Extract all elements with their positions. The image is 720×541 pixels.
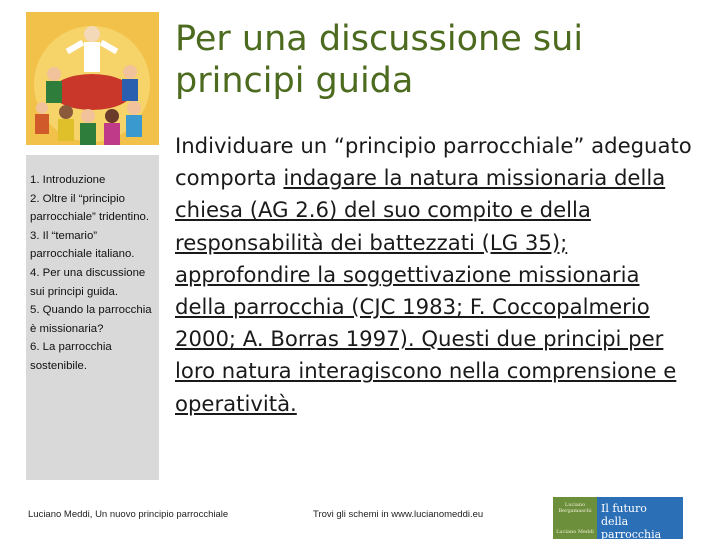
book-title-line2: della parrocchia — [601, 515, 662, 541]
agenda-item: 4. Per una discussione sui principi guida. — [30, 266, 146, 298]
slide-body — [175, 130, 695, 420]
book-title-line1: Il futuro — [601, 502, 647, 515]
book-cover-authors — [553, 497, 597, 539]
illustration-painting — [26, 12, 159, 145]
footer-author: Luciano Meddi, Un nuovo principio parrocchiale — [28, 509, 229, 520]
book-author-top: Luciano Bergamaschi — [558, 502, 592, 514]
agenda-item: 1. Introduzione — [30, 174, 106, 186]
agenda-item: 5. Quando la parrocchia è missionaria? — [30, 304, 152, 335]
agenda-item: 6. La parrocchia sostenibile. — [30, 341, 112, 372]
footer-website: Trovi gli schemi in www.lucianomeddi.eu — [313, 509, 484, 520]
agenda-item: 3. Il “temario” parrocchiale italiano. — [30, 229, 135, 261]
book-cover-thumbnail — [553, 497, 683, 539]
body-intro-text: Individuare un “principio parrocchiale” adeguato comporta — [175, 133, 692, 191]
book-cover-title — [597, 497, 683, 539]
agenda-item: 2. Oltre il “principio parrocchiale” tridentino. — [30, 192, 150, 224]
slide-title: Per una discussione sui principi guida — [175, 19, 584, 101]
body-underlined-text: indagare la natura missionaria della chiesa (AG 2.6) del suo compito e della responsabilità dei battezzati (LG 35); approfondire la soggettivazione missionaria della parrocchia (CJC 1983; F. Coccopalmerio 2000; A. Borras 1997). Questi due principi per loro natura interagiscono nella comprensione e operatività. — [175, 165, 677, 416]
agenda-sidebar — [26, 155, 159, 480]
book-author-bottom: Luciano Meddi — [556, 529, 594, 535]
painting-art — [26, 12, 159, 145]
